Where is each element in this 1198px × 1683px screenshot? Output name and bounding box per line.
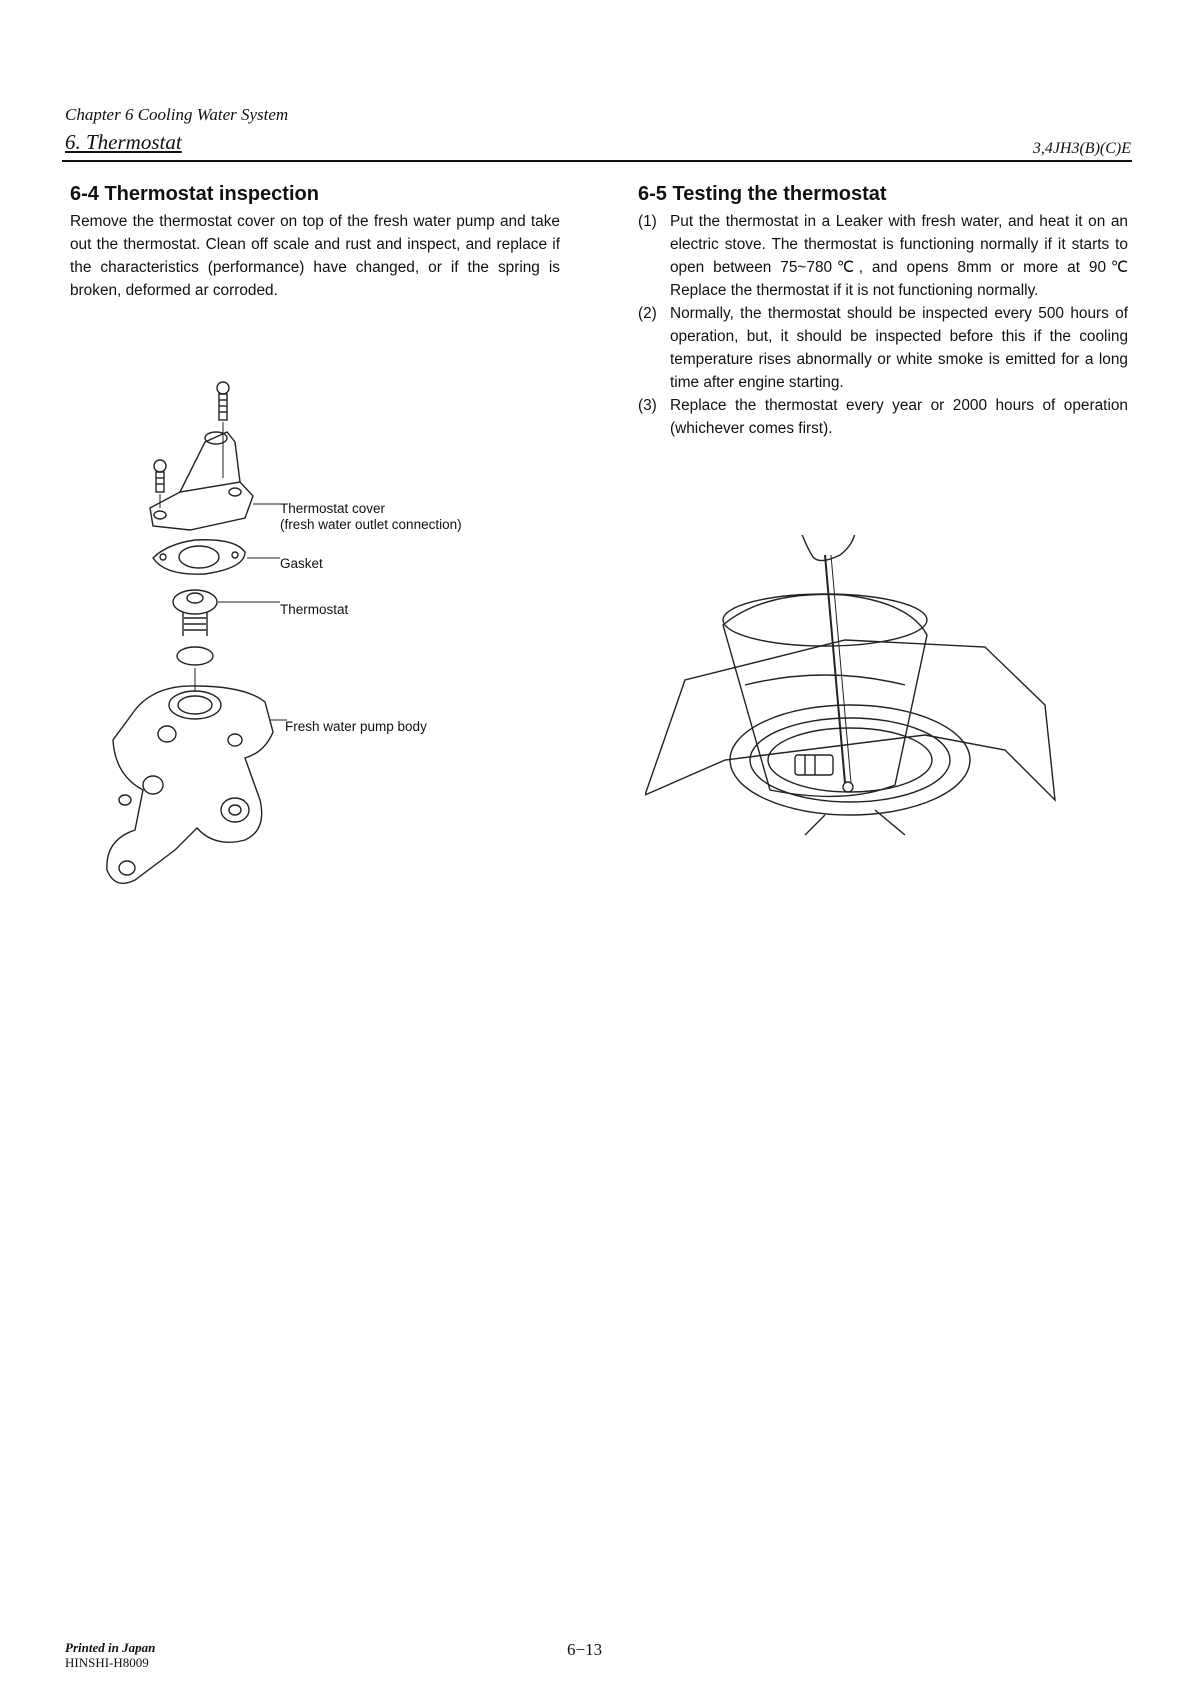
- header-rule: [62, 160, 1132, 162]
- step-text: Put the thermostat in a Leaker with fresh water, and heat it on an electric stove. The thermostat is functioning normally if it starts to open between 75~780℃, and opens 8mm or more at 90℃ Replace the thermostat if it is not functioning normally.: [670, 213, 1128, 299]
- testing-steps: [638, 210, 1128, 440]
- list-item: [638, 394, 1128, 440]
- section-title: 6. Thermostat: [65, 130, 182, 154]
- printed-in: Printed in Japan: [65, 1640, 156, 1655]
- beaker-icon: [723, 594, 927, 796]
- inspection-body: Remove the thermostat cover on top of the fresh water pump and take out the thermostat. Clean off scale and rust and inspect, and replace if the characteristics (performance) have changed, or if the spring is broken, deformed ar corroded.: [70, 213, 560, 299]
- gasket-callout: Gasket: [280, 556, 323, 571]
- step-text: Replace the thermostat every year or 2000 hours of operation (whichever comes first).: [670, 397, 1128, 437]
- step-number: (1): [638, 213, 657, 230]
- cover-label: Thermostat cover: [280, 501, 386, 516]
- inspection-section: [70, 183, 560, 302]
- chapter-title: Chapter 6 Cooling Water System: [65, 105, 289, 124]
- screw-icon: [217, 382, 229, 420]
- thermostat-callout: Thermostat: [280, 602, 349, 617]
- o-ring-icon: [177, 647, 213, 665]
- testing-section: [638, 183, 1128, 440]
- thermometer-icon: [825, 555, 853, 792]
- beaker-test-drawing: [645, 535, 1095, 895]
- thermostat-cover-icon: [150, 432, 283, 530]
- footer-info: [65, 1640, 155, 1670]
- thermostat-icon: [173, 590, 280, 636]
- step-number: (3): [638, 397, 657, 414]
- stove-icon: [645, 640, 1055, 835]
- gasket-icon: [153, 540, 280, 574]
- page-number: 6−13: [567, 1640, 603, 1659]
- list-item: [638, 210, 1128, 302]
- thermostat-in-beaker-icon: [795, 755, 833, 775]
- document-code: HINSHI-H8009: [65, 1655, 149, 1670]
- inspection-heading: 6-4 Thermostat inspection: [70, 183, 319, 205]
- thermostat-assembly-drawing: [95, 380, 535, 960]
- cover-sublabel: (fresh water outlet connection): [280, 517, 462, 532]
- list-item: [638, 302, 1128, 394]
- model-code: 3,4JH3(B)(C)E: [1032, 140, 1131, 157]
- step-number: (2): [638, 305, 657, 322]
- pump-body-icon: [107, 686, 287, 883]
- testing-heading: 6-5 Testing the thermostat: [638, 183, 887, 205]
- pump-body-callout: Fresh water pump body: [285, 719, 427, 734]
- step-text: Normally, the thermostat should be inspected every 500 hours of operation, but, it should be inspected before this if the cooling temperature rises abnormally or white smoke is emitted for a long time after engine starting.: [670, 305, 1128, 391]
- screw-icon: [154, 460, 166, 492]
